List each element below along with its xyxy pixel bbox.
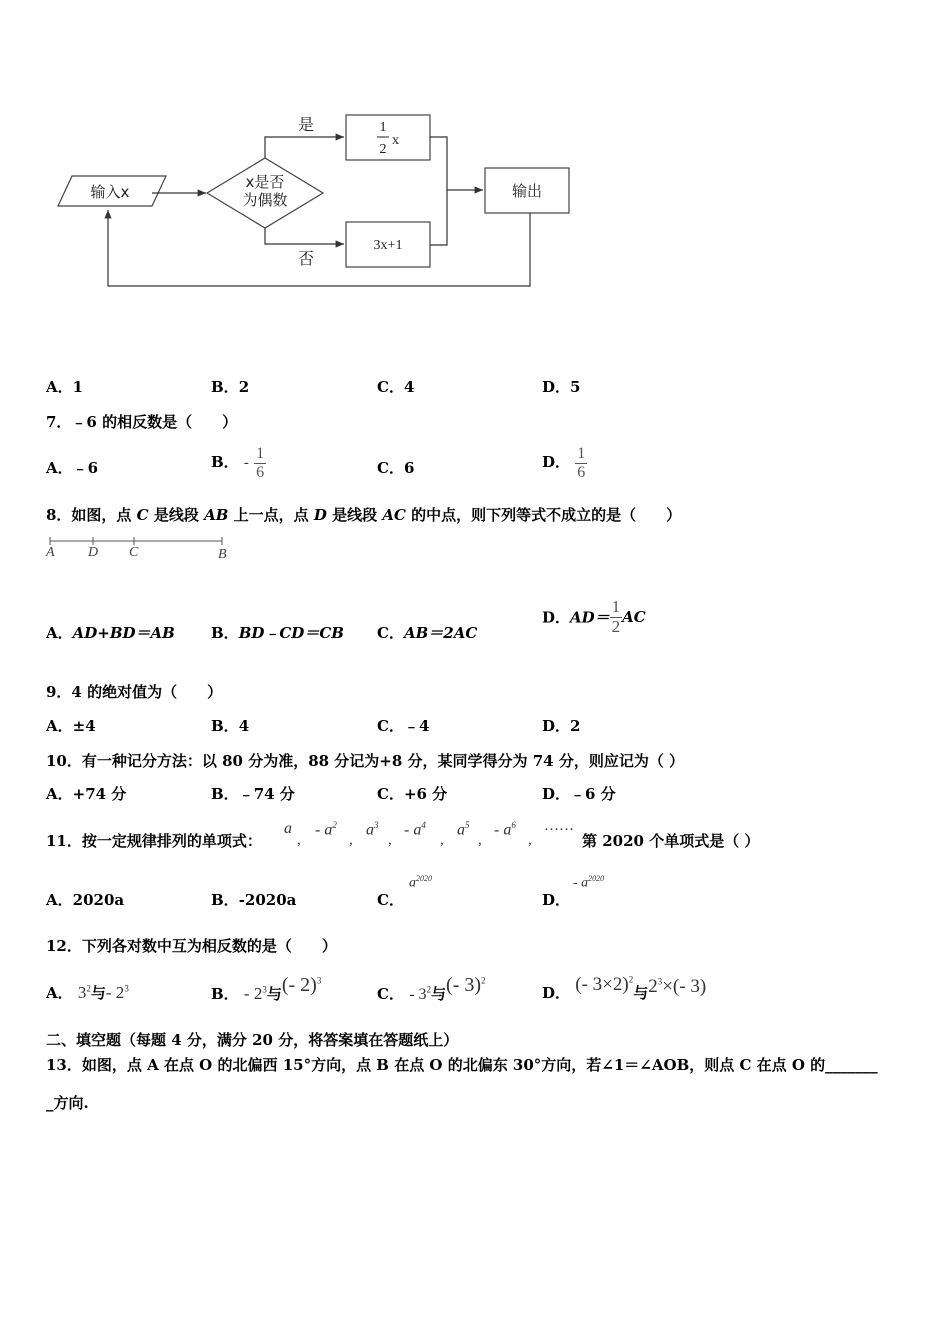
q9-option-a[interactable] xyxy=(46,715,96,736)
q12-option-a[interactable] xyxy=(46,982,129,1003)
merge-line-top xyxy=(430,137,447,245)
q11-stem-prefix: 11．按一定规律排列的单项式： xyxy=(46,832,262,850)
option-letter: A． xyxy=(46,378,73,396)
q12-stem: 12．下列各对数中互为相反数的是（ ） xyxy=(46,937,337,955)
option-letter: A． xyxy=(46,785,73,803)
q11-term-6 xyxy=(494,820,516,839)
q7-option-c[interactable] xyxy=(377,457,414,478)
fraction xyxy=(254,445,266,481)
option-value: 2 xyxy=(570,717,581,735)
q12-option-c[interactable] xyxy=(377,974,486,1005)
q10-option-a[interactable] xyxy=(46,783,126,804)
q8-option-d[interactable] xyxy=(542,598,646,636)
comma: , xyxy=(528,832,532,848)
option-letter: A． xyxy=(46,984,73,1002)
option-value: 4 xyxy=(238,717,250,735)
option-value: 2020a xyxy=(72,891,125,909)
q10-option-b[interactable] xyxy=(211,783,295,804)
q11-term-1 xyxy=(284,820,292,838)
term-exponent: 3 xyxy=(374,820,379,830)
option-letter: B． xyxy=(211,624,239,642)
term-exponent: 2020 xyxy=(416,874,432,883)
option-letter: D． xyxy=(542,984,571,1002)
q6-option-d[interactable] xyxy=(542,376,580,397)
label-d: D xyxy=(88,545,99,560)
option-value: +6 分 xyxy=(403,785,448,803)
option-value: ﹣4 xyxy=(403,717,430,735)
stem-text: 是线段 xyxy=(326,506,383,524)
option-letter: B． xyxy=(211,717,239,735)
q10-option-c[interactable] xyxy=(377,783,447,804)
q8-option-c[interactable] xyxy=(377,622,477,643)
stem-text: 的中点，则下列等式不成立的是（ ） xyxy=(405,506,682,524)
q8-option-a[interactable] xyxy=(46,622,175,643)
term-exponent: 2 xyxy=(332,820,337,830)
stem-text: 上一点，点 xyxy=(228,506,314,524)
feedback-loop-line xyxy=(108,210,530,286)
option-letter: D． xyxy=(542,608,571,627)
odd-box-label: 3x+1 xyxy=(373,238,403,253)
q12-option-d[interactable] xyxy=(542,974,707,1004)
q11-option-b[interactable] xyxy=(211,889,296,910)
minus-sign: - xyxy=(243,455,249,472)
option-letter: C． xyxy=(377,717,404,735)
option-letter: A． xyxy=(46,891,73,909)
q11-stem-suffix: 第 2020 个单项式是（ ） xyxy=(582,832,760,850)
term-base: a xyxy=(366,821,374,839)
option-letter: D． xyxy=(542,453,571,472)
q9-option-c[interactable] xyxy=(377,715,429,736)
option-value: -2020a xyxy=(238,891,297,909)
q11-option-c-expr xyxy=(409,874,432,892)
option-letter: B． xyxy=(211,985,239,1003)
option-c-expr-2: (- 3)$^2$ xyxy=(446,974,486,996)
option-a-expr-2: - $2^3$ xyxy=(105,983,129,1002)
option-value: ﹣6 xyxy=(72,459,99,477)
q7-stem: 7．﹣6 的相反数是（ ） xyxy=(46,413,238,431)
half-var: x xyxy=(392,133,399,148)
decision-label-2: 为偶数 xyxy=(242,191,288,209)
option-value: 6 xyxy=(403,459,415,477)
option-letter: B． xyxy=(211,785,239,803)
point-c: C xyxy=(136,506,149,524)
flowchart-diagram xyxy=(0,0,950,330)
option-value: +74 分 xyxy=(72,785,127,803)
q8-stem xyxy=(46,504,681,525)
option-value: AD+BD＝AB xyxy=(72,624,175,642)
decision-label-1: x是否 xyxy=(245,173,285,191)
fraction-numerator: 1 xyxy=(256,445,265,462)
option-value: 4 xyxy=(403,378,415,396)
fraction-denominator: 6 xyxy=(577,463,586,481)
term-exponent: 2020 xyxy=(588,874,605,883)
section-2-title: 二、填空题（每题 4 分，满分 20 分，将答案填在答题纸上） xyxy=(46,1031,459,1049)
q11-option-c[interactable] xyxy=(377,889,404,910)
option-value: ﹣74 分 xyxy=(238,785,295,803)
option-letter: C． xyxy=(377,378,404,396)
q7-option-b[interactable] xyxy=(211,445,266,481)
q11-term-3 xyxy=(366,820,379,839)
option-value: ±4 xyxy=(72,717,96,735)
option-value: ﹣6 分 xyxy=(570,785,616,803)
option-value: AD＝ xyxy=(570,608,610,627)
comma: , xyxy=(478,832,482,848)
comma: , xyxy=(297,832,301,848)
comma: , xyxy=(349,832,353,848)
q7-option-a[interactable] xyxy=(46,457,98,478)
q13-line-1: 13．如图，点 A 在点 O 的北偏西 15°方向，点 B 在点 O 的北偏东 30°方向，若∠1＝∠AOB，则点 C 在点 O 的_______ xyxy=(46,1056,878,1074)
option-letter: D． xyxy=(542,378,571,396)
option-letter: C． xyxy=(377,985,404,1003)
option-value: 5 xyxy=(570,378,581,396)
term-base: - a xyxy=(404,821,422,839)
option-d-expr-2: $2^3\times(-$ 3) xyxy=(648,976,707,997)
point-d: D xyxy=(313,506,327,524)
option-letter: C． xyxy=(377,891,404,909)
option-letter: A． xyxy=(46,717,73,735)
stem-text: 是线段 xyxy=(148,506,205,524)
segment-ab: AB xyxy=(204,506,229,524)
term-base: a xyxy=(457,821,465,839)
q11-option-d-expr xyxy=(573,874,604,892)
comma: , xyxy=(440,832,444,848)
option-letter: C． xyxy=(377,459,404,477)
term-base: a xyxy=(409,875,416,891)
term-exponent: 6 xyxy=(511,820,516,830)
q11-term-2 xyxy=(315,820,337,839)
option-value: AC xyxy=(622,608,646,627)
term-base: - a xyxy=(573,875,589,891)
term-base: a xyxy=(284,820,292,837)
half-den: 2 xyxy=(379,142,387,157)
option-letter: B． xyxy=(211,891,239,909)
label-c: C xyxy=(129,545,139,560)
fraction xyxy=(575,445,587,481)
option-d-expr-1: (- 3×2)$^2$ xyxy=(575,974,634,995)
yes-branch-line xyxy=(265,137,344,158)
option-value: AB＝2AC xyxy=(403,624,478,642)
connector: 与 xyxy=(431,985,447,1003)
option-letter: D． xyxy=(542,891,571,909)
option-letter: D． xyxy=(542,785,571,803)
q7-option-d[interactable] xyxy=(542,445,587,481)
q13-line-2: _方向. xyxy=(46,1094,89,1112)
label-a: A xyxy=(46,545,55,560)
q6-option-a[interactable] xyxy=(46,376,83,397)
option-letter: D． xyxy=(542,717,571,735)
connector: 与 xyxy=(266,985,282,1003)
q8-option-b[interactable] xyxy=(211,622,344,643)
input-label: 输入x xyxy=(90,183,130,201)
q11-term-5 xyxy=(457,820,470,839)
fraction xyxy=(610,598,623,636)
option-c-expr-1: - $3^2$ xyxy=(409,984,432,1003)
q11-ellipsis: …… xyxy=(544,818,574,834)
option-b-expr-1: - $2^3$ xyxy=(243,984,267,1003)
comma: , xyxy=(388,832,392,848)
q11-option-a[interactable] xyxy=(46,889,124,910)
q10-stem: 10．有一种记分方法：以 80 分为准，88 分记为+8 分，某同学得分为 74 分，则应记为（ ） xyxy=(46,752,685,770)
option-letter: C． xyxy=(377,785,404,803)
fraction-denominator: 6 xyxy=(256,463,265,481)
option-letter: B． xyxy=(211,378,239,396)
label-b: B xyxy=(218,547,227,562)
q11-term-4 xyxy=(404,820,426,839)
yes-label: 是 xyxy=(298,115,315,134)
q8-segment-figure xyxy=(40,534,240,564)
no-branch-line xyxy=(265,228,344,244)
option-a-expr-1: $3^2$ xyxy=(77,983,91,1002)
term-base: - a xyxy=(315,821,333,839)
option-value: BD﹣CD＝CB xyxy=(238,624,344,642)
option-b-expr-2: (- 2)$^3$ xyxy=(281,974,322,996)
q9-option-b[interactable] xyxy=(211,715,249,736)
fraction-denominator: 2 xyxy=(611,616,621,636)
q12-option-b[interactable] xyxy=(211,974,322,1005)
q9-stem: 9．4 的绝对值为（ ） xyxy=(46,683,223,701)
stem-text: 8．如图，点 xyxy=(46,506,137,524)
q9-option-d[interactable] xyxy=(542,715,580,736)
term-base: - a xyxy=(494,821,512,839)
half-num: 1 xyxy=(379,120,387,135)
segment-ac: AC xyxy=(382,506,406,524)
option-value: 1 xyxy=(72,378,84,396)
output-label: 输出 xyxy=(511,182,543,200)
q6-option-c[interactable] xyxy=(377,376,414,397)
option-letter: C． xyxy=(377,624,404,642)
term-exponent: 5 xyxy=(465,820,470,830)
q10-option-d[interactable] xyxy=(542,783,616,804)
connector: 与 xyxy=(633,984,649,1002)
option-letter: B． xyxy=(211,453,239,472)
option-letter: A． xyxy=(46,459,73,477)
q11-option-d[interactable] xyxy=(542,889,570,910)
no-label: 否 xyxy=(298,249,315,268)
option-letter: A． xyxy=(46,624,73,642)
fraction-numerator: 1 xyxy=(611,597,621,616)
term-exponent: 4 xyxy=(421,820,426,830)
q6-option-b[interactable] xyxy=(211,376,249,397)
option-value: 2 xyxy=(238,378,250,396)
connector: 与 xyxy=(90,984,106,1002)
fraction-numerator: 1 xyxy=(577,445,586,462)
